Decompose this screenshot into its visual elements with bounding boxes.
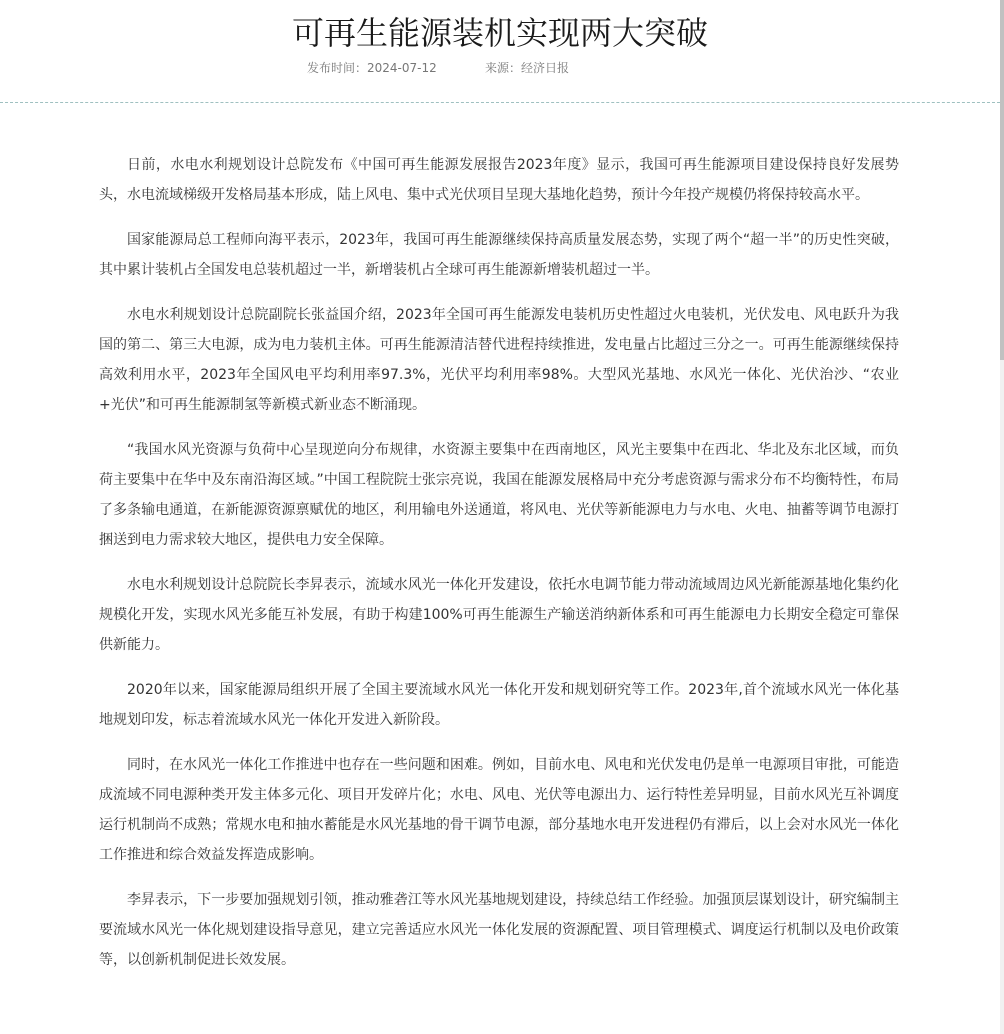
vertical-scrollbar[interactable] — [1000, 0, 1004, 1034]
paragraph: 2020年以来，国家能源局组织开展了全国主要流域水风光一体化开发和规划研究等工作。2023年,首个流域水风光一体化基地规划印发，标志着流域水风光一体化开发进入新阶段。 — [99, 682, 899, 728]
article-body — [99, 150, 899, 990]
article-title: 可再生能源装机实现两大突破 — [291, 14, 708, 52]
paragraph: 李昇表示，下一步要加强规划引领，推动雅砻江等水风光基地规划建设，持续总结工作经验。加强顶层谋划设计，研究编制主要流域水风光一体化规划建设指导意见，建立完善适应水风光一体化发展的资源配置、项目管理模式、调度运行机制以及电价政策等，以创新机制促进长效发展。 — [99, 892, 899, 968]
scrollbar-thumb[interactable] — [1000, 0, 1004, 360]
article-source: 来源：经济日报 — [485, 61, 570, 75]
article-header — [0, 0, 1000, 103]
paragraph: 日前，水电水利规划设计总院发布《中国可再生能源发展报告2023年度》显示，我国可再生能源项目建设保持良好发展势头，水电流域梯级开发格局基本形成，陆上风电、集中式光伏项目呈现大基地化趋势，预计今年投产规模仍将保持较高水平。 — [99, 157, 899, 203]
paragraph: 水电水利规划设计总院院长李昇表示，流域水风光一体化开发建设，依托水电调节能力带动流域周边风光新能源基地化集约化规模化开发，实现水风光多能互补发展，有助于构建100%可再生能源生产输送消纳新体系和可再生能源电力长期安全稳定可靠保供新能力。 — [99, 577, 899, 653]
paragraph: “我国水风光资源与负荷中心呈现逆向分布规律，水资源主要集中在西南地区，风光主要集中在西北、华北及东北区域，而负荷主要集中在华中及东南沿海区域。”中国工程院院士张宗亮说，我国在能源发展格局中充分考虑资源与需求分布不均衡特性，布局了多条输电通道，在新能源资源禀赋优的地区，利用输电外送通道，将风电、光伏等新能源电力与水电、火电、抽蓄等调节电源打捆送到电力需求较大地区，提供电力安全保障。 — [99, 442, 899, 548]
publish-date: 发布时间：2024-07-12 — [307, 61, 437, 75]
paragraph: 同时，在水风光一体化工作推进中也存在一些问题和困难。例如，目前水电、风电和光伏发电仍是单一电源项目审批，可能造成流域不同电源种类开发主体多元化、项目开发碎片化；水电、风电、光伏等电源出力、运行特性差异明显，目前水风光互补调度运行机制尚不成熟；常规水电和抽水蓄能是水风光基地的骨干调节电源，部分基地水电开发进程仍有滞后，以上会对水风光一体化工作推进和综合效益发挥造成影响。 — [99, 757, 899, 863]
paragraph: 水电水利规划设计总院副院长张益国介绍，2023年全国可再生能源发电装机历史性超过火电装机，光伏发电、风电跃升为我国的第二、第三大电源，成为电力装机主体。可再生能源清洁替代进程持续推进，发电量占比超过三分之一。可再生能源继续保持高效利用水平，2023年全国风电平均利用率97.3%，光伏平均利用率98%。大型风光基地、水风光一体化、光伏治沙、“农业+光伏”和可再生能源制氢等新模式新业态不断涌现。 — [99, 307, 899, 413]
paragraph: 国家能源局总工程师向海平表示，2023年，我国可再生能源继续保持高质量发展态势，实现了两个“超一半”的历史性突破，其中累计装机占全国发电总装机超过一半，新增装机占全球可再生能源新增装机超过一半。 — [99, 232, 899, 278]
